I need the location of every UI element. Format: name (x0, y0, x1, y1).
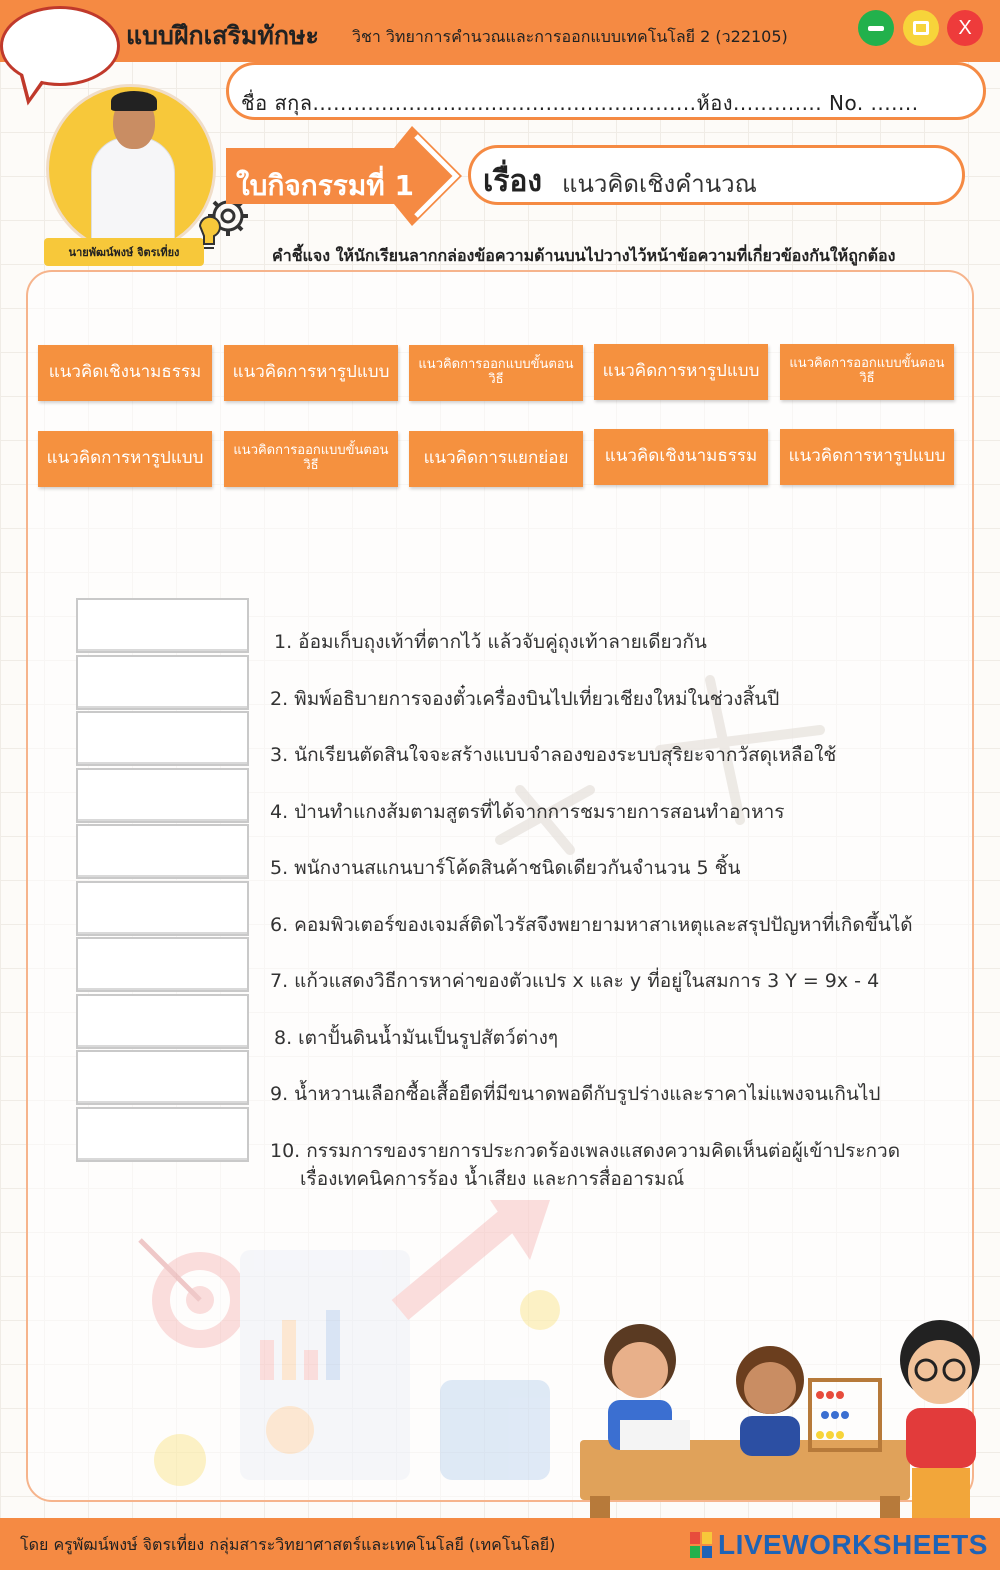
liveworksheets-logo[interactable] (690, 1528, 988, 1562)
question-text: 7. แก้วแสดงวิธีการหาค่าของตัวแปร x และ y ที่อยู่ในสมการ 3 Y = 9x - 4 (270, 970, 880, 992)
dashboard-illustration (120, 1190, 590, 1490)
minimize-button[interactable] (858, 10, 894, 46)
drop-target-box[interactable] (76, 937, 249, 992)
student-name-field[interactable] (226, 62, 986, 120)
answer-chip[interactable]: แนวคิดเชิงนามธรรม (594, 429, 768, 485)
teacher-figure-body (91, 137, 175, 254)
drop-target-box[interactable] (76, 1107, 249, 1162)
drop-target-box[interactable] (76, 1050, 249, 1105)
question-text: 1. อ้อมเก็บถุงเท้าที่ตากไว้ แล้วจับคู่ถุงเท้าลายเดียวกัน (274, 631, 707, 653)
footer-credit: โดย ครูพัฒน์พงษ์ จิตรเที่ยง กลุ่มสาระวิทยาศาสตร์และเทคโนโลยี (เทคโนโลยี) (20, 1535, 556, 1554)
student-name-field-text: ชื่อ สกุล........................................................ห้อง............. No. ....... (241, 91, 919, 115)
question-text: 8. เตาปั้นดินน้ำมันเป็นรูปสัตว์ต่างๆ (274, 1027, 559, 1049)
question-text: 6. คอมพิวเตอร์ของเจมส์ติดไวรัสจึงพยายามหาสาเหตุและสรุปปัญหาที่เกิดขึ้นได้ (270, 914, 913, 936)
answer-chip[interactable]: แนวคิดการออกแบบขั้นตอนวิธี (409, 345, 583, 401)
subject-line: วิชา วิทยาการคำนวณและการออกแบบเทคโนโลยี 2 (ว22105) (352, 27, 788, 46)
question-text: 2. พิมพ์อธิบายการจองตั๋วเครื่องบินไปเที่ยวเชียงใหม่ในช่วงสิ้นปี (270, 688, 780, 710)
answer-chip[interactable]: แนวคิดเชิงนามธรรม (38, 345, 212, 401)
speech-bubble-tail-inner (19, 73, 44, 100)
close-button[interactable] (947, 10, 983, 46)
minimize-icon (868, 26, 884, 31)
question-text: 9. น้ำหวานเลือกซื้อเสื้อยืดที่มีขนาดพอดีกับรูปร่างและราคาไม่แพงจนเกินไป (270, 1083, 881, 1105)
answer-chip[interactable]: แนวคิดการหารูปแบบ (594, 344, 768, 400)
drop-target-box[interactable] (76, 994, 249, 1049)
worksheet-title: แบบฝึกเสริมทักษะ (126, 21, 319, 50)
answer-chip[interactable]: แนวคิดการออกแบบขั้นตอนวิธี (780, 344, 954, 400)
question-text: 3. นักเรียนตัดสินใจจะสร้างแบบจำลองของระบบสุริยะจากวัสดุเหลือใช้ (270, 744, 837, 766)
answer-chip[interactable]: แนวคิดการหารูปแบบ (38, 431, 212, 487)
topic-title: แนวคิดเชิงคำนวณ (562, 170, 757, 198)
drop-target-box[interactable] (76, 655, 249, 710)
drop-target-box[interactable] (76, 711, 249, 766)
instruction-text: คำชี้แจง ให้นักเรียนลากกล่องข้อความด้านบนไปวางไว้หน้าข้อความที่เกี่ยวข้องกันให้ถูกต้อง (272, 246, 896, 265)
topic-prefix: เรื่อง (483, 164, 543, 199)
answer-chip[interactable]: แนวคิดการแยกย่อย (409, 431, 583, 487)
answer-chip[interactable]: แนวคิดการหารูปแบบ (780, 429, 954, 485)
maximize-icon (913, 21, 929, 35)
maximize-button[interactable] (903, 10, 939, 46)
drop-target-box[interactable] (76, 768, 249, 823)
teacher-name-tag: นายพัฒน์พงษ์ จิตรเที่ยง (44, 238, 204, 266)
answer-chip[interactable]: แนวคิดการหารูปแบบ (224, 345, 398, 401)
kids-illustration (580, 1320, 1000, 1520)
speech-bubble-icon (0, 6, 120, 86)
drop-target-box[interactable] (76, 598, 249, 653)
answer-chip[interactable]: แนวคิดการออกแบบขั้นตอนวิธี (224, 431, 398, 487)
liveworksheets-brand: LIVEWORKSHEETS (718, 1529, 988, 1560)
question-text-continued: เรื่องเทคนิคการร้อง น้ำเสียง และการสื่ออารมณ์ (300, 1168, 685, 1190)
drop-target-box[interactable] (76, 881, 249, 936)
question-text: 5. พนักงานสแกนบาร์โค้ดสินค้าชนิดเดียวกันจำนวน 5 ชิ้น (270, 857, 741, 879)
question-text: 10. กรรมการของรายการประกวดร้องเพลงแสดงความคิดเห็นต่อผู้เข้าประกวด (270, 1140, 901, 1162)
liveworksheets-logo-icon (690, 1532, 712, 1558)
drop-target-box[interactable] (76, 824, 249, 879)
teacher-figure-hair (111, 91, 157, 111)
question-text: 4. ป่านทำแกงส้มตามสูตรที่ได้จากการชมรายการสอนทำอาหาร (270, 801, 785, 823)
close-icon: X (958, 16, 972, 39)
activity-label: ใบกิจกรรมที่ 1 (236, 169, 414, 202)
